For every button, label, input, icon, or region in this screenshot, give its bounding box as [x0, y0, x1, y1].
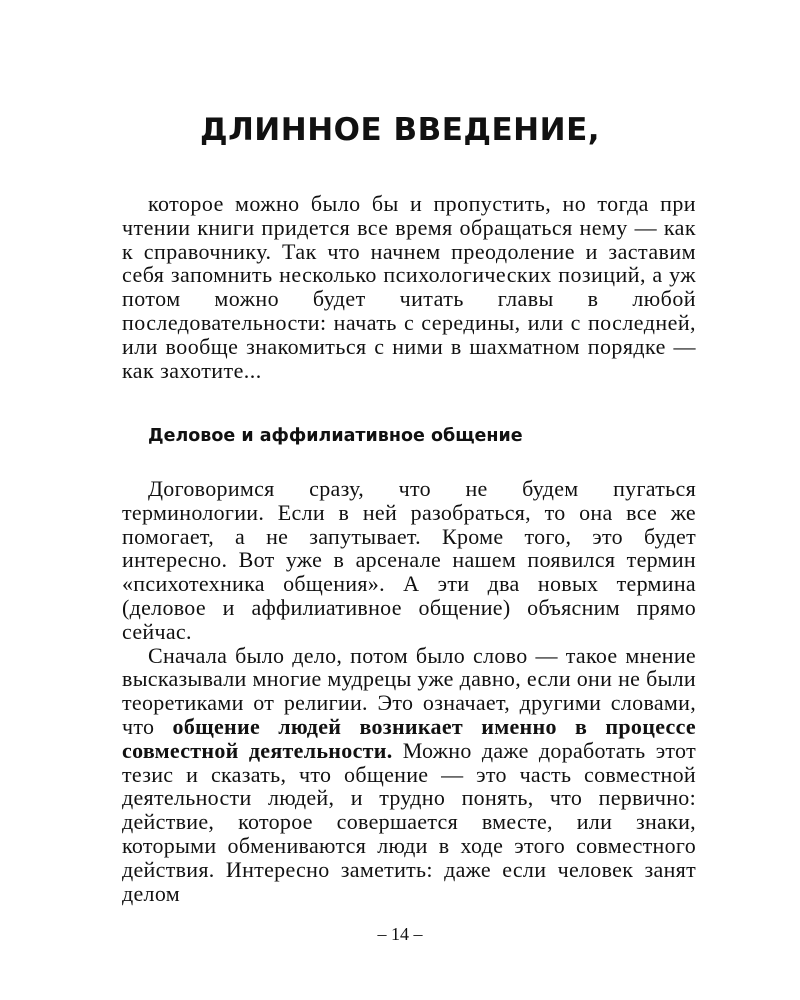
paragraph-deed-and-word — [122, 644, 696, 906]
paragraph-text-end: Можно даже доработать этот тезис и сказать, что общение — это часть совместной деятельности людей, и трудно понять, что первично: действие, которое совершается вместе, или знаки, которыми обмениваются люди в ходе этого совместного действия. Интересно заметить: даже если человек занят делом — [122, 737, 696, 906]
section-heading: Деловое и аффилиативное общение — [148, 426, 523, 446]
paragraph-terminology: Договоримся сразу, что не будем пугаться терминологии. Если в ней разобраться, то она все же помогает, а не запутывает. Кроме того, это будет интересно. Вот уже в арсенале нашем появился термин «психотехника общения». А эти два новых термина (деловое и аффилиативное общение) объясним прямо сейчас. — [122, 476, 696, 644]
page-number: – 14 – — [377, 924, 423, 944]
section-body — [122, 477, 696, 905]
chapter-title: ДЛИННОЕ ВВЕДЕНИЕ, — [199, 112, 601, 148]
intro-paragraph: которое можно было бы и пропустить, но тогда при чтении книги придется все время обращаться нему — как к справочнику. Так что начнем преодоление и заставим себя запомнить несколько психологических позиций, а уж потом можно будет читать главы в любой последовательности: начать с середины, или с последней, или вообще знакомиться с ними в шахматном порядке — как захотите... — [122, 191, 696, 383]
emphasized-thesis: общение людей возникает именно в процессе совместной деятельности. — [122, 713, 696, 763]
paragraph-text-start: Сначала было дело, потом было слово — такое мнение высказывали многие мудрецы уже давно, если они не были теоретиками от религии. Это означает, другими словами, что — [122, 642, 696, 739]
